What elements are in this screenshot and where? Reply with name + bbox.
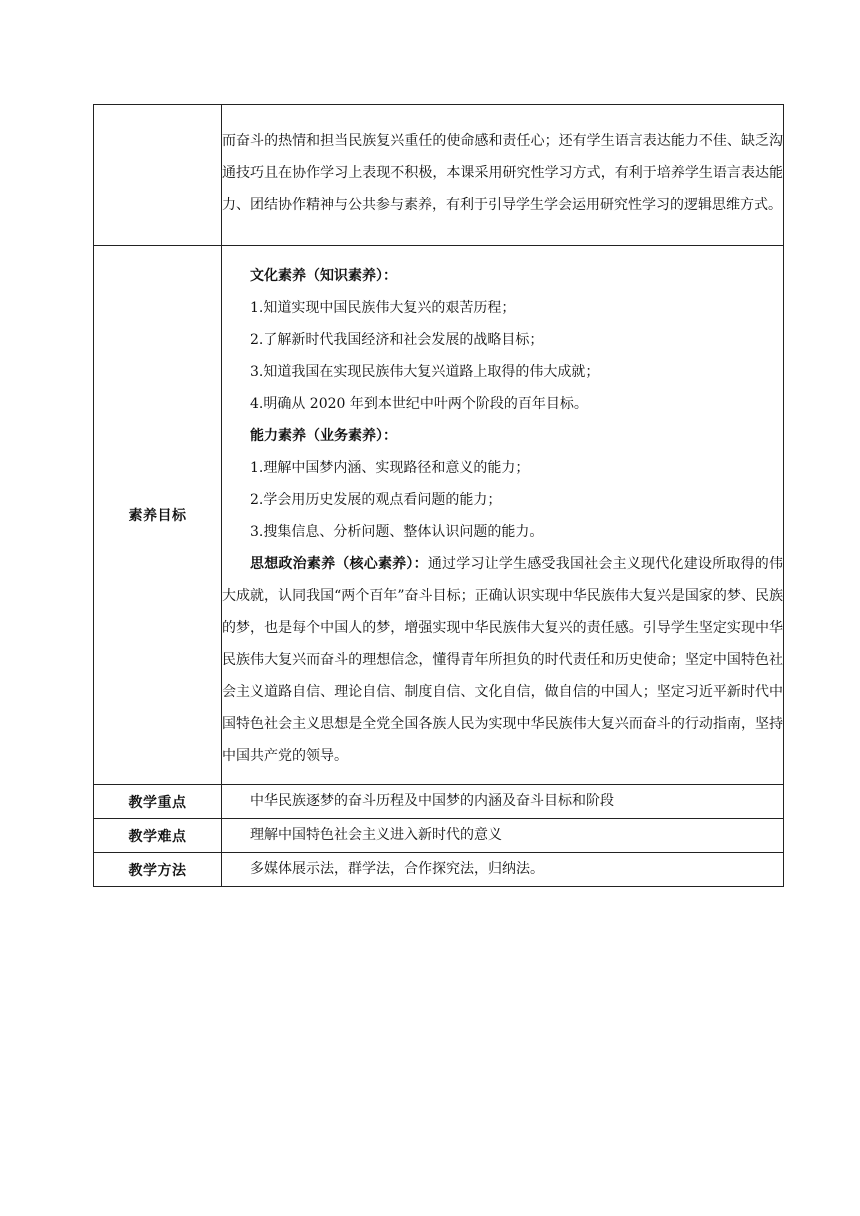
knowledge-heading: 文化素养（知识素养）： xyxy=(250,268,397,284)
knowledge-item: 3.知道我国在实现民族伟大复兴道路上取得的伟大成就； xyxy=(250,364,600,380)
ability-item: 1.理解中国梦内涵、实现路径和意义的能力； xyxy=(250,460,530,476)
intro-label-cell xyxy=(94,105,222,246)
goals-content-cell xyxy=(222,246,784,785)
intro-content-cell xyxy=(222,105,784,246)
ability-item: 3.搜集信息、分析问题、整体认识问题的能力。 xyxy=(250,524,544,540)
knowledge-item: 4.明确从 2020 年到本世纪中叶两个阶段的百年目标。 xyxy=(250,396,588,412)
ideology-heading: 思想政治素养（核心素养）： xyxy=(250,556,428,572)
ability-heading: 能力素养（业务素养）： xyxy=(250,428,397,444)
table-row-method xyxy=(94,853,784,887)
intro-text: 而奋斗的热情和担当民族复兴重任的使命感和责任心；还有学生语言表达能力不佳、缺乏沟通技巧且在协作学习上表现不积极，本课采用研究性学习方式，有利于培养学生语言表达能力、团结协作精神与公共参与素养，有利于引导学生学会运用研究性学习的逻辑思维方式。 xyxy=(222,133,783,213)
method-content-cell: 多媒体展示法，群学法，合作探究法，归纳法。 xyxy=(222,853,784,887)
key-point-label-cell: 教学重点 xyxy=(94,785,222,819)
method-label-cell: 教学方法 xyxy=(94,853,222,887)
ideology-paragraph xyxy=(222,548,783,772)
lesson-plan-table xyxy=(93,104,784,887)
ideology-text: 通过学习让学生感受我国社会主义现代化建设所取得的伟大成就，认同我国“两个百年”奋斗目标；正确认识实现中华民族伟大复兴是国家的梦、民族的梦，也是每个中国人的梦，增强实现中华民族伟大复兴的责任感。引导学生坚定实现中华民族伟大复兴而奋斗的理想信念，懂得青年所担负的时代责任和历史使命；坚定中国特色社会主义道路自信、理论自信、制度自信、文化自信，做自信的中国人；坚定习近平新时代中国特色社会主义思想是全党全国各族人民为实现中华民族伟大复兴而奋斗的行动指南，坚持中国共产党的领导。 xyxy=(222,556,784,764)
knowledge-item: 2.了解新时代我国经济和社会发展的战略目标； xyxy=(250,332,544,348)
goals-label-cell: 素养目标 xyxy=(94,246,222,785)
table-row-key-point xyxy=(94,785,784,819)
table-row-goals xyxy=(94,246,784,785)
difficulty-label-cell: 教学难点 xyxy=(94,819,222,853)
knowledge-item: 1.知道实现中国民族伟大复兴的艰苦历程； xyxy=(250,300,516,316)
table-row-intro xyxy=(94,105,784,246)
table-row-difficulty xyxy=(94,819,784,853)
difficulty-content-cell: 理解中国特色社会主义进入新时代的意义 xyxy=(222,819,784,853)
key-point-content-cell: 中华民族逐梦的奋斗历程及中国梦的内涵及奋斗目标和阶段 xyxy=(222,785,784,819)
ability-item: 2.学会用历史发展的观点看问题的能力； xyxy=(250,492,502,508)
